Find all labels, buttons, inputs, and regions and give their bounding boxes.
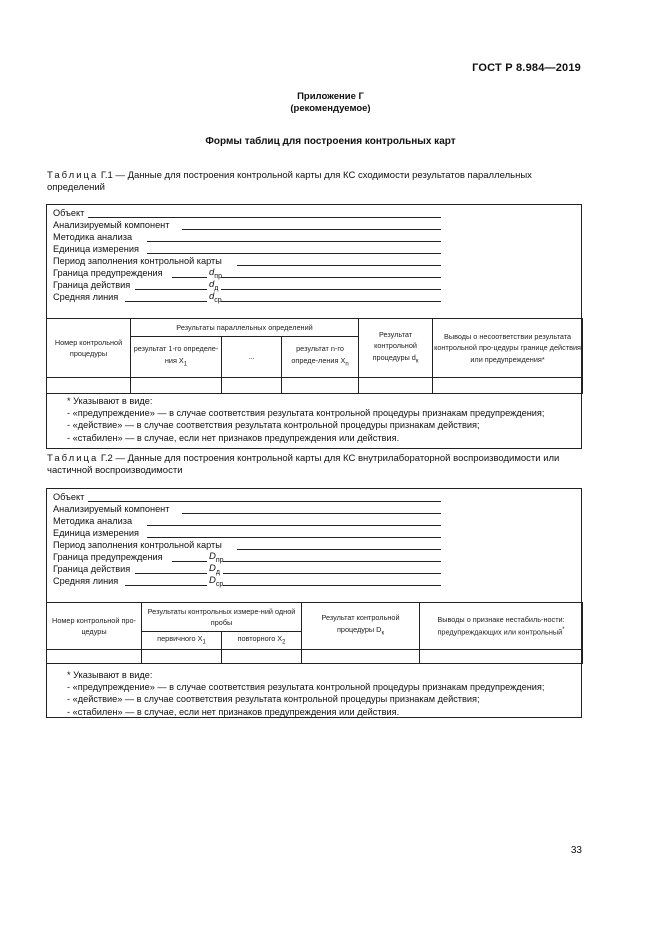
field-object-label: Объект bbox=[53, 208, 85, 218]
table2-grid bbox=[46, 602, 583, 664]
t2-empty-cell[interactable] bbox=[302, 650, 420, 664]
appendix-note: (рекомендуемое) bbox=[290, 103, 371, 114]
table2-caption-label: Таблица bbox=[47, 453, 99, 464]
table2-caption-text: — Данные для построения контрольной карты для КС внутрилабораторной воспроизводимости или частичной воспроизводимости bbox=[47, 453, 560, 476]
field-warning-line-b bbox=[221, 277, 441, 278]
t1-empty-row bbox=[47, 378, 583, 394]
field-warning-label: Граница предупреждения bbox=[53, 268, 163, 278]
t2-col-number: Номер контрольной про-цедуры bbox=[47, 603, 142, 650]
standard-designation: ГОСТ Р 8.984—2019 bbox=[472, 62, 581, 74]
t1-empty-cell[interactable] bbox=[222, 378, 282, 394]
t1-empty-cell[interactable] bbox=[282, 378, 359, 394]
appendix-heading bbox=[0, 91, 661, 115]
field-method-line bbox=[147, 241, 441, 242]
field-action-line-a bbox=[135, 573, 207, 574]
field-period-label: Период заполнения контрольной карты bbox=[53, 540, 222, 550]
field-method-line bbox=[147, 525, 441, 526]
t2-empty-cell[interactable] bbox=[222, 650, 302, 664]
field-method-label: Методика анализа bbox=[53, 516, 133, 526]
table1-caption bbox=[47, 170, 583, 194]
page-number: 33 bbox=[570, 845, 582, 856]
t2-empty-cell[interactable] bbox=[142, 650, 222, 664]
table2-caption-number: Г.2 bbox=[100, 453, 113, 464]
t1-col-dots: ... bbox=[222, 337, 282, 378]
t2-col-result: Результат контрольной процедуры $D_к$ bbox=[302, 603, 420, 650]
t2-empty-row bbox=[47, 650, 583, 664]
t2-col-primary: первичного $X_1$ bbox=[142, 632, 222, 650]
field-object-line bbox=[88, 217, 441, 218]
t2-col-conclusion: Выводы о признаке нестабиль-ности: предупреждающих или контрольный* bbox=[420, 603, 583, 650]
t1-col-result: Результат контрольной процедуры $d_к$ bbox=[359, 319, 433, 378]
table1 bbox=[46, 204, 582, 449]
field-warning-line-a bbox=[172, 277, 207, 278]
field-warning-line-b bbox=[223, 561, 441, 562]
appendix-title: Приложение Г bbox=[297, 91, 364, 102]
t1-col-nth: результат n-го опреде-ления $X_n$ bbox=[282, 337, 359, 378]
field-centerline-line-b bbox=[223, 585, 441, 586]
t1-col-conclusion: Выводы о несоответствии результата контрольной про-цедуры границе действия или предупреждения* bbox=[433, 319, 583, 378]
table1-caption-text: — Данные для построения контрольной карты для КС сходимости результатов параллельных определений bbox=[47, 170, 532, 193]
field-warning-line-a bbox=[172, 561, 207, 562]
field-component-label: Анализируемый компонент bbox=[53, 504, 170, 514]
field-component-line bbox=[182, 513, 441, 514]
field-warning-label: Граница предупреждения bbox=[53, 552, 163, 562]
table1-caption-number: Г.1 bbox=[100, 170, 113, 181]
t2-empty-cell[interactable] bbox=[47, 650, 142, 664]
field-component-label: Анализируемый компонент bbox=[53, 220, 170, 230]
field-object-label: Объект bbox=[53, 492, 85, 502]
field-unit-label: Единица измерения bbox=[53, 528, 139, 538]
symbol-D-warning: $D_{пр}$ bbox=[209, 551, 224, 564]
field-centerline-label: Средняя линия bbox=[53, 292, 119, 302]
note-warning: - «предупреждение» — в случае соответствия результата контрольной процедуры признакам предупреждения; bbox=[67, 408, 545, 419]
symbol-d-action: $d_д$ bbox=[209, 279, 219, 292]
t2-empty-cell[interactable] bbox=[420, 650, 583, 664]
note-heading: * Указывают в виде: bbox=[67, 670, 153, 680]
table1-caption-label: Таблица bbox=[47, 170, 99, 181]
table1-notes bbox=[67, 395, 544, 444]
forms-title: Формы таблиц для построения контрольных карт bbox=[205, 136, 456, 147]
field-centerline-line-a bbox=[125, 585, 207, 586]
note-stable: - «стабилен» — в случае, если нет признаков предупреждения или действия. bbox=[67, 432, 400, 443]
t1-col-number: Номер контрольной процедуры bbox=[47, 319, 131, 378]
field-action-line-b bbox=[223, 573, 441, 574]
table2-caption bbox=[47, 453, 583, 477]
field-component-line bbox=[182, 229, 441, 230]
symbol-D-action: $D_д$ bbox=[209, 563, 220, 576]
field-unit-line bbox=[147, 253, 441, 254]
t2-col-group: Результаты контрольных измере-ний одной пробы bbox=[142, 603, 302, 632]
field-centerline-line-b bbox=[221, 301, 441, 302]
t1-empty-cell[interactable] bbox=[47, 378, 131, 394]
table1-grid bbox=[46, 318, 583, 394]
t1-empty-cell[interactable] bbox=[359, 378, 433, 394]
t1-empty-cell[interactable] bbox=[433, 378, 583, 394]
note-action: - «действие» — в случае соответствия результата контрольной процедуры признакам действия; bbox=[67, 420, 480, 431]
field-action-line-a bbox=[135, 289, 207, 290]
note-stable: - «стабилен» — в случае, если нет признаков предупреждения или действия. bbox=[67, 706, 400, 717]
field-unit-line bbox=[147, 537, 441, 538]
t2-col-repeat: повторного $X_2$ bbox=[222, 632, 302, 650]
field-centerline-line-a bbox=[125, 301, 207, 302]
field-object-line bbox=[88, 501, 441, 502]
symbol-D-centerline: $D_{ср}$ bbox=[209, 575, 224, 588]
note-action: - «действие» — в случае соответствия результата контрольной процедуры признакам действия; bbox=[67, 694, 480, 705]
table2-notes bbox=[67, 669, 544, 718]
symbol-d-warning: $d_{пр}$ bbox=[209, 267, 222, 280]
field-period-line bbox=[237, 549, 441, 550]
table2 bbox=[46, 488, 582, 718]
note-heading: * Указывают в виде: bbox=[67, 396, 153, 406]
symbol-d-centerline: $d_{ср}$ bbox=[209, 291, 222, 304]
t1-col-group: Результаты параллельных определений bbox=[131, 319, 359, 337]
field-action-line-b bbox=[221, 289, 441, 290]
field-action-label: Граница действия bbox=[53, 280, 131, 290]
field-period-line bbox=[237, 265, 441, 266]
field-period-label: Период заполнения контрольной карты bbox=[53, 256, 222, 266]
note-warning: - «предупреждение» — в случае соответствия результата контрольной процедуры признакам предупреждения; bbox=[67, 682, 545, 693]
field-centerline-label: Средняя линия bbox=[53, 576, 119, 586]
field-action-label: Граница действия bbox=[53, 564, 131, 574]
t1-empty-cell[interactable] bbox=[131, 378, 222, 394]
t1-col-first: результат 1-го определе-ния $X_1$ bbox=[131, 337, 222, 378]
field-unit-label: Единица измерения bbox=[53, 244, 139, 254]
field-method-label: Методика анализа bbox=[53, 232, 133, 242]
